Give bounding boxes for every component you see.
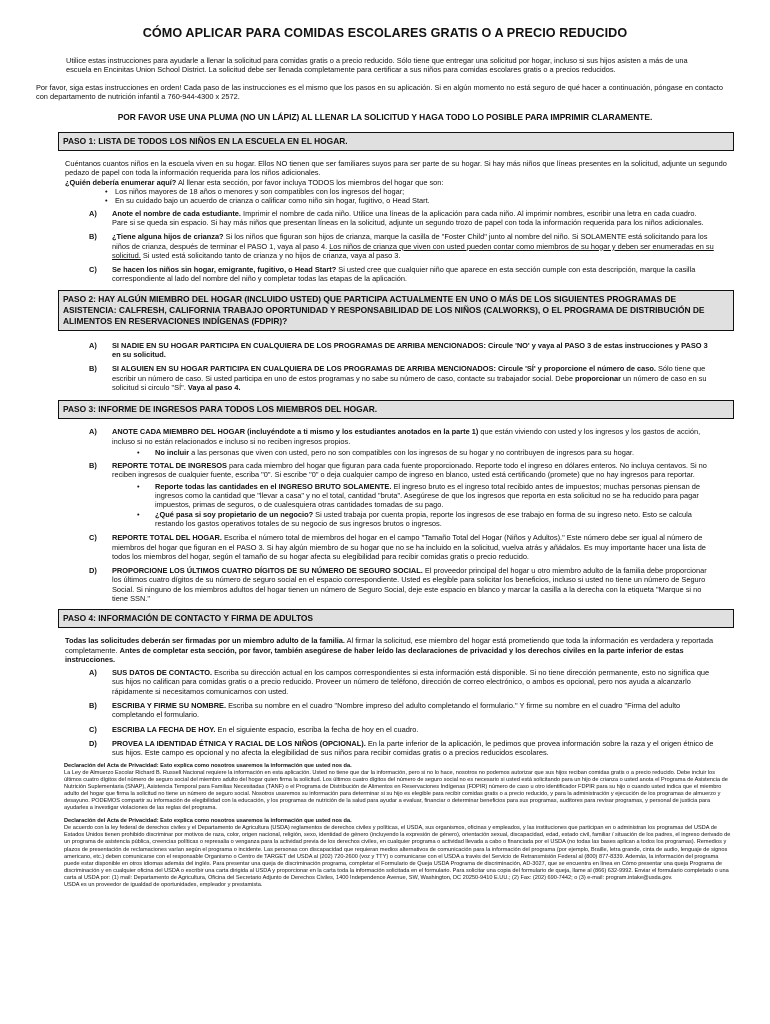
step4-item-b [65,701,734,720]
step4-header: PASO 4: INFORMACIÓN DE CONTACTO Y FIRMA DE ADULTOS [58,609,734,628]
item-bold: SI ALGUIEN EN SU HOGAR PARTICIPA EN CUALQUIERA DE LOS PROGRAMAS DE ARRIBA MENCIONADOS: Circule 'SÍ' y proporcione el número de caso. [112,364,656,374]
pen-notice: POR FAVOR USE UNA PLUMA (NO UN LÁPIZ) AL LLENAR LA SOLICITUD Y HAGA TODO LO POSIBLE PARA IMPRIMIR CLARAMENTE. [117,112,653,123]
item-underlined: Los niños de crianza que viven con usted pueden contar como miembros de su hogar y deben ser enumeradas en su solicitud. [112,241,714,260]
step1-item-c [65,265,734,284]
step4-item-a [65,668,734,696]
item-label: A) [89,340,97,350]
step1-bullet: • En su cuidado bajo un acuerdo de crianza o calificar como niño sin hogar, fugitivo, o Head Start. [65,196,734,205]
item-bold: Vaya al paso 4. [187,382,241,392]
step1-item-a [65,209,734,228]
item-text: En el siguiente espacio, escriba la fecha de hoy en el cuadro. [215,724,419,734]
step3-item-b: B) REPORTE TOTAL DE INGRESOS para cada miembro del hogar que figuran para cada fuente proporcionado. Reporte todo el ingreso en dólares enteros. No incluya centavos. Si no reciben ingresos de cualquier fuente, escriba "0". Si escribe "0" o deja cualquier campo de ingreso en blanco, usted está certificando (promete) que no hay ingresos para reportar. [89,461,707,480]
item-label: C) [89,265,97,275]
item-bold: REPORTE TOTAL DEL HOGAR. [112,533,222,543]
item-bold: Anote el nombre de cada estudiante. [112,208,241,218]
who-answer: Al llenar esta sección, por favor incluya TODOS los miembros del hogar que son: [176,177,444,187]
item-text: Si los niños que figuran son hijos de crianza, marque la casilla de "Foster Child" junto al nombre del niño. Si SOLAMENTE está solicitando para los niños de crianza, después de terminar el PASO 1, vaya al paso 4. [112,232,708,251]
step2-item-a [65,341,734,360]
step3-b-bullet: • ¿Qué pasa si soy propietario de un negocio? Si usted trabaja por cuenta propia, reporte los ingresos de ese trabajo en forma de su ingreso neto. Esto se calcula restando los gastos operativos totales de su negocio de sus ingresos brutos o ingresos. [65,510,734,529]
step4-item-c [65,725,734,734]
item-text: Imprimir el nombre de cada niño. Utilice una líneas de la aplicación para cada niño. Al imprimir nombres, escribir una letra en cada cuadro. Pare si se queda sin espacio. Si hay más niños que presentan líneas en la solicitud, adjunte un segundo trozo de papel con toda la información requerida para los niños adicionales. [112,208,704,227]
step2-section [65,341,734,392]
privacy-body: La Ley de Almuerzo Escolar Richard B. Russell Nacional requiere la información en esta aplicación. Usted no tiene que dar la información, pero si no lo hace, nosotros no podemos autorizar que sus hijos reciban comidas gratis o a precio reducido. Debe incluir los últimos cuatro dígitos del número de seguro social del miembro adulto del hogar quien firma la solicitud. Los últimos cuatro dígitos del número de seguro social no es necesario si usted está solicitando para un hijo de crianza o usted anota el Programa de Asistencia de Nutrición Suplementaria (SNAP), Asistencia Temporal para Familias Necesitadas (TANF) o el Programa de Distribución de Alimentos en Reservaciones Indígenas (FDPIR) número de caso u otro identificador FDPIR para su hijo o cuando usted indica que el miembro adulto del hogar que firma la solicitud no tiene un número de seguro social. Nosotros usaremos su información para determinar si su hijo es elegible para recibir comidas gratis o a precio reducido, y para la administración y ejecución de los programas de almuerzo y desayuno. PODEMOS compartir su información de elegibilidad con la educación, y los programas de nutrición de la salud para ayudar a evaluar, financiar o determinar beneficios para sus programas, auditores para revisar programas, y personal de justicia para ayudarles a investigar violaciones de las reglas del programa. [64,769,728,812]
step3-header: PASO 3: INFORME DE INGRESOS PARA TODOS LOS MIEMBROS DEL HOGAR. [58,400,734,419]
step4-item-d [65,739,734,758]
intro-instructions: Por favor, siga estas instrucciones en orden! Cada paso de las instrucciones es el mismo que los pasos en su aplicación. Si en algún momento no está seguro de qué hacer a continuación, póngase en contacto con departamento de nutrición infantil a 760-944-4300 x 2572. [36,82,723,101]
civil-rights-statement [64,818,732,889]
step3-b-bullet: • Reporte todas las cantidades en el INGRESO BRUTO SOLAMENTE. El ingreso bruto es el ingreso total recibido antes de impuestos; muchas personas piensan de ingresos como la cantidad que "llevar a casa" y no el total, cantidad "bruta". Asegúrese de que los ingresos que reporta en esta solicitud no se ha reducido para pagar impuestos, primas de seguros, o de cualesquiera otras cantidades tomadas de su pago. [65,482,734,510]
step1-paragraph: Cuéntanos cuantos niños en la escuela viven en su hogar. Ellos NO tienen que ser familiares suyos para ser parte de su hogar. Si hay más niños que líneas presentes en la solicitud, adjunte un segundo pedazo de papel con toda la información requerida para los niños adicionales. [65,159,727,178]
item-label: B) [89,232,97,242]
item-bold: Se hacen los niños sin hogar, emigrante, fugitivo, o Head Start? [112,265,337,275]
step3-a-bullet: • No incluir a las personas que viven con usted, pero no son compatibles con los ingresos de su hogar y no contribuyen de ingresos para su hogar. [65,448,734,457]
item-bold: REPORTE TOTAL DE INGRESOS [112,461,227,471]
item-bold: ANOTE CADA MIEMBRO DEL HOGAR (incluyéndote a ti mismo y los estudiantes anotados en la parte 1) [112,427,479,437]
step2-header: PASO 2: HAY ALGÚN MIEMBRO DEL HOGAR (INCLUIDO USTED) QUE PARTICIPA ACTUALMENTE EN UNO O MÁS DE LOS SIGUIENTES PROGRAMAS DE ASISTENCIA: CALFRESH, CALIFORNIA TRABAJO OPORTUNIDAD Y RESPONSABILIDAD DE LOS NIÑOS (CALWORKS), O EL PROGRAMA DE DISTRIBUCIÓN DE ALIMENTOS EN RESERVACIONES INDÍGENAS (FDPIR)? [58,290,734,331]
item-label: D) [89,738,97,748]
item-bold: proporcionar [575,373,621,383]
item-label: A) [89,208,97,218]
page-title: CÓMO APLICAR PARA COMIDAS ESCOLARES GRATIS O A PRECIO REDUCIDO [142,26,628,40]
item-label: C) [89,724,97,734]
item-text: Escriba el número total de miembros del hogar en el campo "Tamaño Total del Hogar (Niños y Adultos)." Este número debe ser igual al número de miembros del hogar que figuran en el PASO 3. Si hay algún miembro de su hogar que no se ha incluido en la solicitud, vuelva atrás y añádalos. Es muy importante hacer una lista de todos los miembros del hogar, según el tamaño de su hogar afecta su elegibilidad para recibir comidas gratis o precio reducido. [112,533,706,561]
civil-heading: Declaración del Acta de Privacidad: Esto explica como nosotros usaremos la información que usted nos da. [64,818,352,825]
step4-section [65,636,734,757]
item-bold: SI NADIE EN SU HOGAR PARTICIPA EN CUALQUIERA DE LOS PROGRAMAS DE ARRIBA MENCIONADOS: Circule 'NO' y vaya al PASO 3 de estas instrucciones y PASO 3 en su solicitud. [112,340,708,360]
civil-last: USDA es un proveedor de igualdad de oportunidades, empleador y prestamista. [64,882,263,889]
item-text: un número de caso en su solicitud si circulo "SÍ". [112,373,707,392]
item-label: B) [89,364,97,374]
item-text: Escriba su dirección actual en los campos correspondientes si esta información está disponible. Si no tiene dirección permanente, esto no significa que sus hijos no califican para comidas gratis o a precio reducido. Proveer un número de teléfono, dirección de correo electrónico, o ambos es opcional, pero nos ayuda a alcanzarlo rápidamente si necesitamos comunicarnos con usted. [112,668,710,696]
intro-paragraph: Utilice estas instrucciones para ayudarle a llenar la solicitud para comidas gratis o a precio reducido. Sólo tiene que entregar una solicitud por hogar, incluso si sus hijos asisten a más de una escuela en Encinitas Union School District. La solicitud debe ser llenada completamente para certificar a sus niños para comidas escolares gratis o a precios reducidos. [66,56,688,75]
item-tail: Si usted está solicitando tanto de crianza y no hijos de crianza, vaya al paso 3. [140,250,401,260]
item-label: B) [89,701,97,711]
step3-item-d: D) PROPORCIONE LOS ÚLTIMOS CUATRO DÍGITOS DE SU NÚMERO DE SEGURO SOCIAL. El proveedor principal del hogar u otro miembro adulto de la familia debe proporcionar los últimos cuatro dígitos de su número de seguro social en el espacio correspondiente. Usted es elegible para solicitar los beneficios, incluso si usted no tiene un número de Seguro Social. Si ninguno de los miembros adultos del hogar tienen un número de Seguro Social, deje este espacio en blanco y marcar la casilla a la derecha con la etiqueta "Marque si no tiene SSN." [89,566,707,603]
step2-item-b [65,364,734,392]
item-bold: ESCRIBA LA FECHA DE HOY. [112,724,216,734]
step1-section [65,159,734,284]
item-text: En la parte inferior de la aplicación, le pedimos que provea información sobre la raza y el origen étnico de sus hijos. Este campo es opcional y no afecta la elegibilidad de sus niños para recibir comidas gratis o a precios reducidos escolares. [112,738,714,758]
step1-header: PASO 1: LISTA DE TODOS LOS NIÑOS EN LA ESCUELA EN EL HOGAR. [58,132,734,151]
item-text: Sólo tiene que escribir un número de caso. Si usted participa en uno de estos programas y no sabe su número de caso, contacte su trabajador social. Debe [112,364,706,383]
who-question: ¿Quién debería enumerar aquí? [65,177,177,187]
item-label: A) [89,668,97,678]
step3-section [65,427,734,603]
item-text: que están viviendo con usted y los ingresos y los gastos de acción, incluso si no están relacionados e incluso si no reciben ingresos propios. [112,427,701,446]
item-text: Si usted cree que cualquier niño que aparece en esta sección cumple con esta descripción, marque la casilla correspondiente al lado del nombre del niño y completar todas las etapas de la aplicación. [112,265,696,284]
item-bold: PROPORCIONE LOS ÚLTIMOS CUATRO DÍGITOS DE SU NÚMERO DE SEGURO SOCIAL. [112,566,423,576]
item-text: Escriba su nombre en el cuadro "Nombre impreso del adulto completando el formulario." Y firme su nombre en el cuadro "Firma del adulto completando el formulario. [112,701,681,720]
item-bold: ¿Tiene alguna hijos de crianza? [112,232,224,242]
privacy-heading: Declaración del Acta de Privacidad: Esto explica como nosotros usaremos la información que usted nos da. [64,762,352,769]
step1-who [65,178,734,187]
item-bold: SUS DATOS DE CONTACTO. [112,668,213,678]
civil-body: De acuerdo con la ley federal de derechos civiles y el Departamento de Agricultura (USDA) reglamentos de derechos civiles y políticas, el USDA, sus organismos, oficinas y empleados, y las instituciones que participan en o administran los programas del USDA de Estados Unidos tienen prohibido discriminar por motivos de raza, color, origen nacional, religión, sexo, identidad de género (incluyendo la expresión de género), orientación sexual, discapacidad, edad, estado civil, familiar / situación de los padres, el ingreso derivado de un programa de asistencia pública, creencias políticas o represalia o venganza para la actividad previa de los derechos civiles, en cualquier programa o actividad llevada a cabo o financiada por el USDA (no todas las bases aplican a todos los programas). Remedios y plazos de presentación de reclamaciones varían según el programa o incidente. Las personas con discapacidad que requieran medios alternativos de comunicación para la información del programa (por ejemplo, Braille, letra grande, cinta de audio, lenguaje de signos americano, etc.) deben comunicarse con el responsable Organismo o Centro de TARGET del USDA al (202) 720-2600 (voz y TTY) o comunicarse con el USDA a través del Servicio de Retransmisión Federal al (800) 877-8339. Además, la información del programa puede estar disponible en otros idiomas además del inglés. Para presentar una queja de discriminación programa, completar el Formulario de Queja USDA Programa de discriminación, AD-3027, que se encuentra en línea en Cómo presentar una queja Programa de discriminación y en cualquier oficina del USDA o escribir una carta dirigida al USDA y proporcionar en la carta toda la información solicitada en el formulario. Para solicitar una copia del formulario de queja, llame al (866) 632-9992. Enviar el formulario completado o una carta al USDA por: (1) mail: Departamento de Agricultura, Oficina del Secretario Adjunto de Derechos Civiles, 1400 Independence Avenue, SW, Washington, DC 20250-9410 E.UU.; (2) Fax: (202) 690-7442; o (3) e-mail: program.intake@usda.gov. [64,825,731,881]
step3-item-a: A) ANOTE CADA MIEMBRO DEL HOGAR (incluyéndote a ti mismo y los estudiantes anotados en la parte 1) que están viviendo con usted y los ingresos y los gastos de acción, incluso si no están relacionados e incluso si no reciben ingresos propios. [89,427,701,446]
item-text: para cada miembro del hogar que figuran para cada fuente proporcionado. Reporte todo el ingreso en dólares enteros. No incluya centavos. Si no reciben ingresos de cualquier fuente, escriba "0". Si escribe "0" o deja cualquier campo de ingreso en blanco, usted está certificando (promete) que no hay ingresos para reportar. [112,461,707,480]
step4-paragraph: Todas las solicitudes deberán ser firmadas por un miembro adulto de la familia. Al firmar la solicitud, ese miembro del hogar está prometiendo que toda la información es verdadera y reportada completamente. Antes de completar esta sección, por favor, también asegúrese de haber leído las declaraciones de privacidad y los derechos civiles en la parte inferior de estas instrucciones. [65,636,714,664]
step1-item-b [65,232,734,260]
privacy-statement [64,763,732,813]
step3-item-c: C) REPORTE TOTAL DEL HOGAR. Escriba el número total de miembros del hogar en el campo "Tamaño Total del Hogar (Niños y Adultos)." Este número debe ser igual al número de miembros del hogar que figuran en el PASO 3. Si hay algún miembro de su hogar que no se ha incluido en la solicitud, vuelva atrás y añádalos. Es muy importante hacer una lista de todos los miembros del hogar, según el tamaño de su hogar afecta su elegibilidad para recibir comidas gratis o precio reducido. [89,533,706,561]
step1-bullet: • Los niños mayores de 18 años o menores y son compatibles con los ingresos del hogar; [65,187,734,196]
item-bold: PROVEA LA IDENTIDAD ÉTNICA Y RACIAL DE LOS NIÑOS (OPCIONAL). [112,738,366,748]
item-text: El proveedor principal del hogar u otro miembro adulto de la familia debe proporcionar los últimos cuatro dígitos de su número de seguro social en el espacio correspondiente. Usted es elegible para solicitar los beneficios, incluso si usted no tiene un número de Seguro Social. Si ninguno de los miembros adultos del hogar tienen un número de Seguro Social, deje este espacio en blanco y marcar la casilla a la derecha con la etiqueta "Marque si no tiene SSN." [112,566,707,603]
item-bold: ESCRIBA Y FIRME SU NOMBRE. [112,701,227,711]
